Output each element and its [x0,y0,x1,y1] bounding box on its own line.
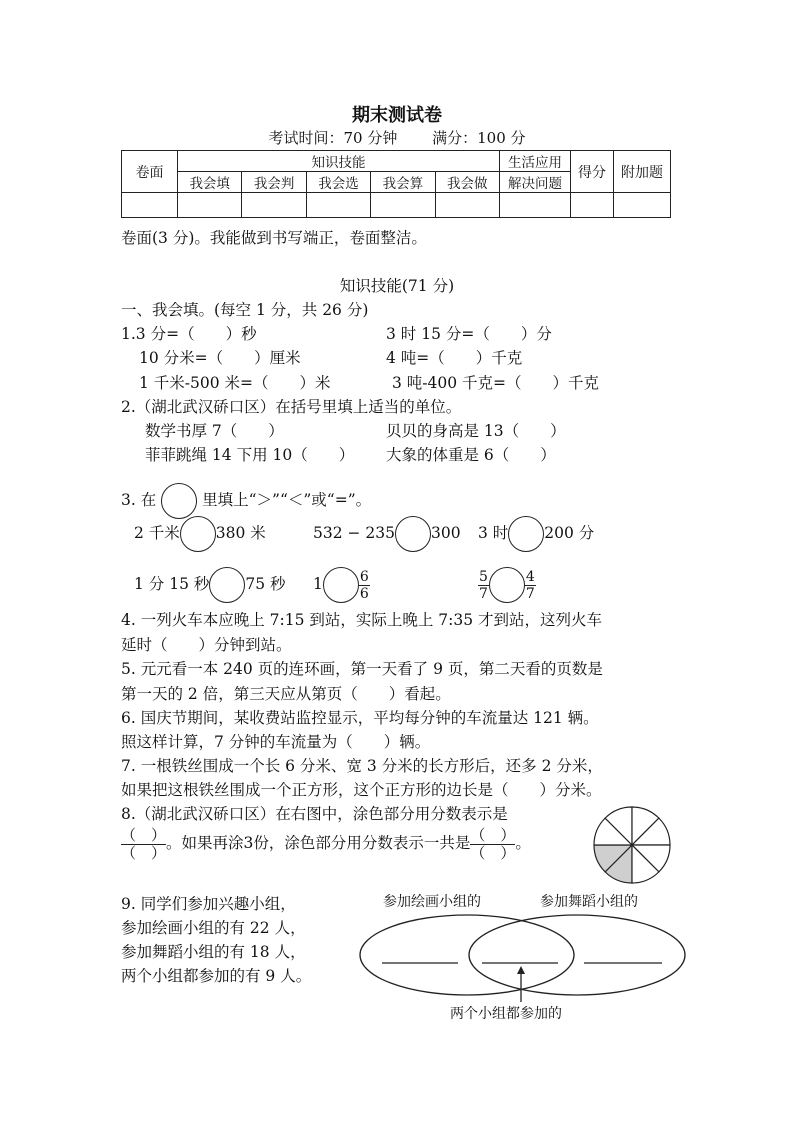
answer-circle[interactable] [395,516,431,552]
q2-item: 贝贝的身高是 13（ ） [386,422,566,440]
q8-end: 。 [515,834,531,852]
score-cell[interactable] [122,193,178,218]
score-cell[interactable] [614,193,671,218]
q5-line: 第一天的 2 倍，第三天应从第页（ ）看起。 [121,685,451,703]
q2-item: 大象的体重是 6（ ） [386,446,556,464]
q3-item [313,564,370,604]
q3-item [478,564,536,604]
q8-mid: 。如果再涂3份，涂色部分用分数表示一共是 [166,834,471,852]
answer-circle[interactable] [209,567,245,603]
q3-right: 380 米 [215,524,266,542]
intro-line: 卷面(3 分)。我能做到书写端正，卷面整洁。 [121,229,427,247]
q5-line: 5. 元元看一本 240 页的连环画，第一天看了 9 页，第二天看的页数是 [121,660,603,678]
q1-item: 3 吨-400 千克=（ ）千克 [392,374,600,392]
section-title: 知识技能(71 分) [339,277,455,295]
score-cell[interactable] [500,193,571,218]
venn-label-right: 参加舞蹈小组的 [540,894,638,910]
q4-line: 延时（ ）分钟到站。 [121,636,292,654]
score-cell[interactable] [435,193,499,218]
pie-circle-figure [592,805,672,885]
q1-item: 1 千米-500 米=（ ）米 [139,374,331,392]
q3-item [478,515,594,552]
q7-line: 如果把这根铁丝围成一个正方形，这个正方形的边长是（ ）分米。 [121,781,602,799]
score-cell[interactable] [178,193,242,218]
header-defen: 得分 [571,151,614,193]
q8-line: 8.（湖北武汉硚口区）在右图中，涂色部分用分数表示是 [121,805,508,823]
q7-line: 7. 一根铁丝围成一个长 6 分米、宽 3 分米的长方形后，还多 2 分米， [121,757,603,775]
venn-ellipse-right [469,915,685,995]
sub-col: 我会判 [242,172,306,193]
answer-circle[interactable] [180,516,216,552]
fraction: $\frac{6}{6}$ [359,568,369,602]
sub-col: 解决问题 [500,172,571,193]
compare-circle-icon [161,483,197,519]
score-table [121,150,671,218]
q3-item [134,515,266,552]
exam-info: 考试时间：70 分钟 满分：100 分 [268,129,526,147]
q9-line: 9. 同学们参加兴趣小组， [121,895,296,913]
q9-line: 参加舞蹈小组的有 18 人， [121,943,306,961]
q4-line: 4. 一列火车本应晚上 7:15 到站，实际上晚上 7:35 才到站，这列火车 [121,611,603,629]
sub-col: 我会做 [435,172,499,193]
q3-left: 1 [313,575,323,593]
venn-diagram [355,900,690,1005]
q1-item: 4 吨=（ ）千克 [386,349,523,367]
answer-circle[interactable] [489,567,525,603]
pie-slices [594,807,670,883]
q1-item: 10 分米=（ ）厘米 [139,349,301,367]
q8-line2 [121,824,531,862]
q3-left: 1 分 15 秒 [134,575,210,593]
q1-item: 1.3 分=（ ）秒 [121,325,257,343]
q3-suffix: 里填上“＞”“＜”或“=”。 [202,491,372,509]
venn-label-bottom: 两个小组都参加的 [450,1006,562,1022]
q3-right: 75 秒 [245,575,286,593]
fraction: $\frac{4}{7}$ [525,568,535,602]
q2-heading: 2.（湖北武汉硚口区）在括号里填上适当的单位。 [121,398,462,416]
q9-line: 两个小组都参加的有 9 人。 [121,967,312,985]
header-juanmian: 卷面 [122,151,178,193]
q3-left: 3 时 [478,524,509,542]
q2-item: 数学书厚 7（ ） [145,422,284,440]
sub-col: 我会算 [371,172,435,193]
score-cell[interactable] [371,193,435,218]
q9-line: 参加绘画小组的有 22 人， [121,919,306,937]
score-cell[interactable] [306,193,370,218]
answer-circle[interactable] [508,516,544,552]
score-cell[interactable] [571,193,614,218]
q3-prefix: 3. 在 [121,491,157,509]
blank-fraction[interactable]: （ ） （ ） [121,825,167,862]
q3-left: 2 千米 [134,524,180,542]
q3-right: 300 [431,524,461,542]
sub-col: 我会填 [178,172,242,193]
page-title: 期末测试卷 [352,105,442,126]
header-zhishi: 知识技能 [178,151,500,172]
header-shenghuo: 生活应用 [500,151,571,172]
sub-col: 我会选 [306,172,370,193]
q6-line: 照这样计算，7 分钟的车流量为（ ）辆。 [121,733,431,751]
q3-item [313,515,461,552]
fraction: $\frac{5}{7}$ [479,568,488,602]
q6-line: 6. 国庆节期间，某收费站监控显示，平均每分钟的车流量达 121 辆。 [121,709,599,727]
answer-circle[interactable] [323,567,359,603]
q1-heading: 一、我会填。(每空 1 分，共 26 分) [121,301,369,319]
arrow-head-icon [517,966,525,974]
q3-item [134,564,286,604]
blank-fraction[interactable]: （ ） （ ） [470,825,516,862]
q3-right: 200 分 [544,524,595,542]
q2-item: 菲菲跳绳 14 下用 10（ ） [145,446,355,464]
venn-ellipse-left [360,915,574,995]
q1-item: 3 时 15 分=（ ）分 [386,325,552,343]
header-fujia: 附加题 [614,151,671,193]
score-cell[interactable] [242,193,306,218]
venn-label-left: 参加绘画小组的 [383,894,481,910]
q3-left: 532 − 235 [313,524,396,542]
q3-heading [121,482,371,519]
